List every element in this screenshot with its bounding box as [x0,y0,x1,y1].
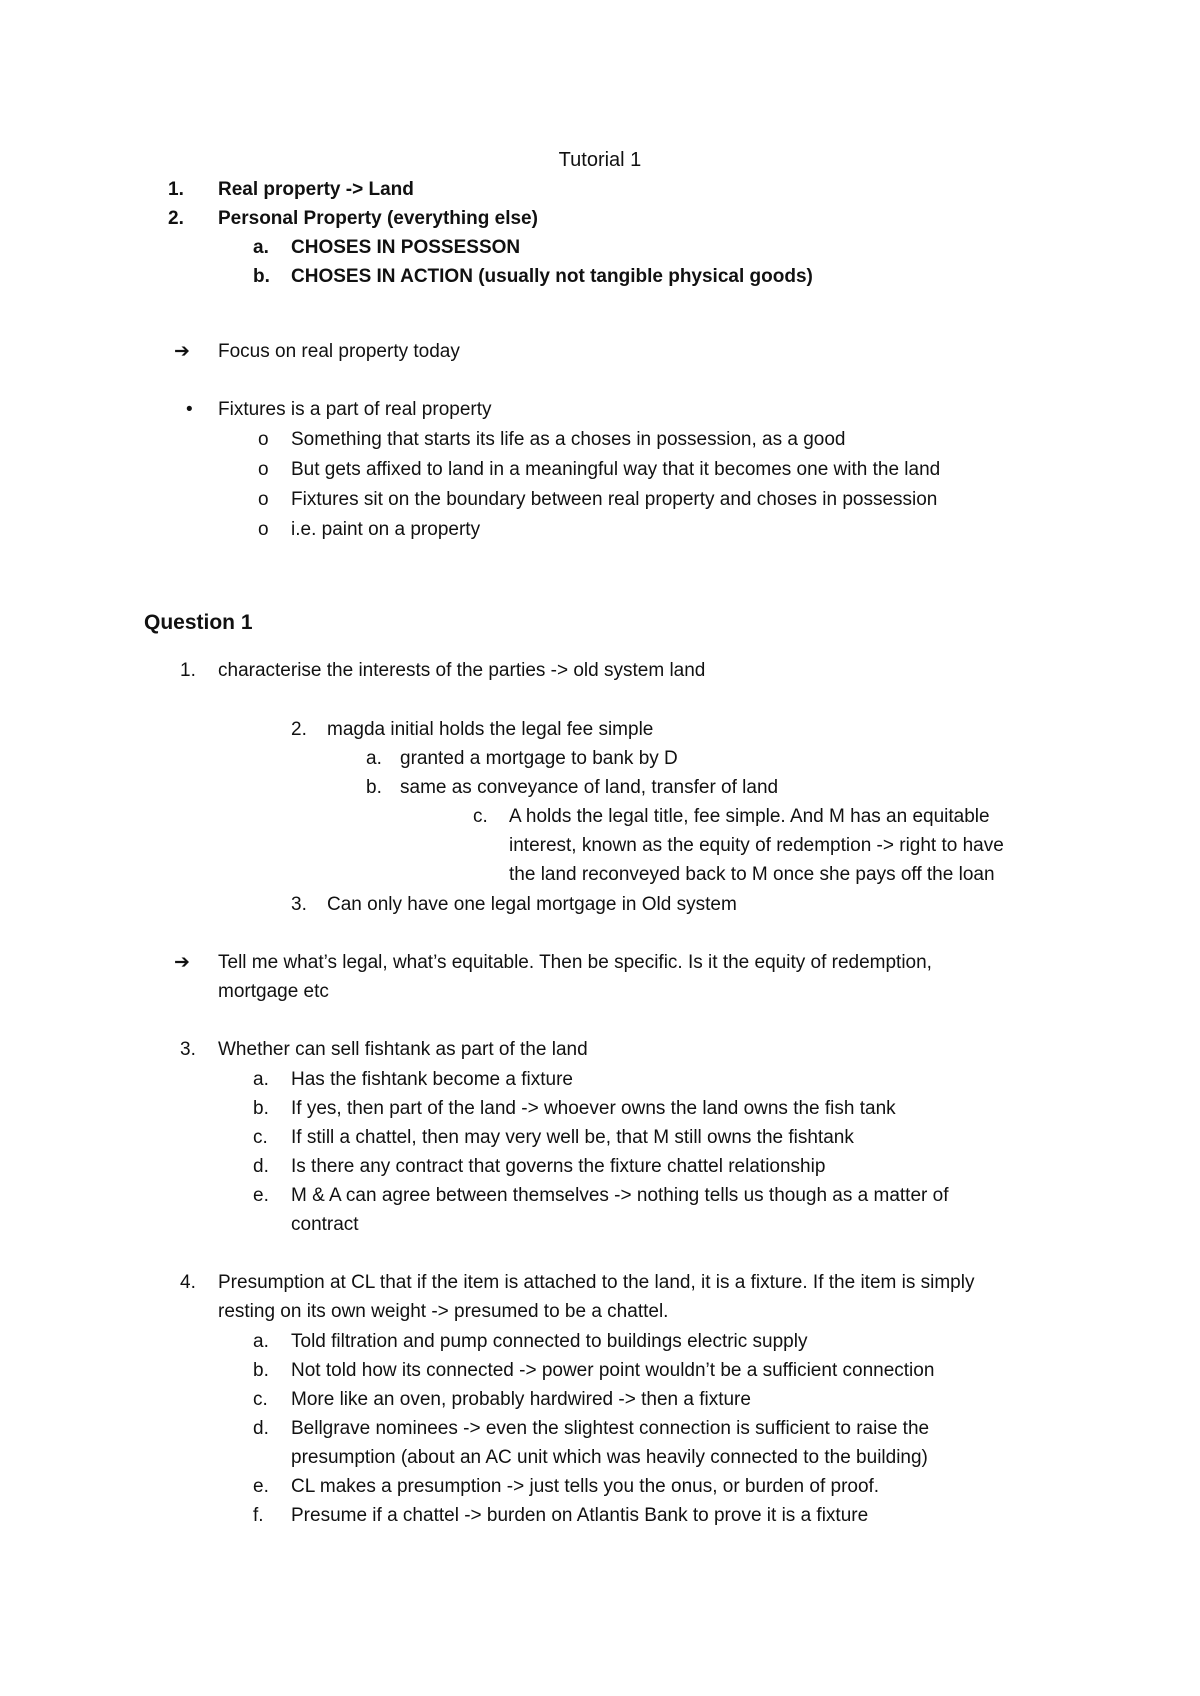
fixtures-sub: But gets affixed to land in a meaningful way that it becomes one with the land [291,459,941,480]
list-marker: a. [253,237,269,258]
list-marker: c. [253,1389,268,1410]
list-marker: a. [253,1069,269,1090]
list-marker: b. [253,1360,269,1381]
fixtures-main: Fixtures is a part of real property [218,399,492,420]
list-item: If yes, then part of the land -> whoever owns the land owns the fish tank [291,1098,896,1119]
fixtures-sub: Something that starts its life as a choses in possession, as a good [291,429,846,450]
list-item: CHOSES IN ACTION (usually not tangible physical goods) [291,266,813,287]
list-item-line: contract [291,1214,359,1235]
question-heading: Question 1 [144,611,253,634]
list-marker: 1. [180,660,196,681]
list-marker: b. [253,1098,269,1119]
list-item: CL makes a presumption -> just tells you the onus, or burden of proof. [291,1476,880,1497]
list-marker: 2. [291,719,307,740]
arrow-icon: ➔ [174,341,190,362]
list-item: If still a chattel, then may very well be, that M still owns the fishtank [291,1127,854,1148]
list-marker: 2. [168,208,184,229]
sub-bullet-icon: o [258,429,269,450]
list-item: Has the fishtank become a fixture [291,1069,573,1090]
list-marker: 1. [168,179,184,200]
fixtures-sub: Fixtures sit on the boundary between real property and choses in possession [291,489,938,510]
list-item: Presume if a chattel -> burden on Atlantis Bank to prove it is a fixture [291,1505,869,1526]
sub-bullet-icon: o [258,489,269,510]
list-marker: d. [253,1418,269,1439]
list-item: More like an oven, probably hardwired -> then a fixture [291,1389,751,1410]
list-item: M & A can agree between themselves -> nothing tells us though as a matter of [291,1185,949,1206]
bullet-icon: • [186,399,193,420]
list-item: Whether can sell fishtank as part of the land [218,1039,588,1060]
list-item: granted a mortgage to bank by D [400,748,678,769]
sub-bullet-icon: o [258,459,269,480]
list-marker: f. [253,1505,264,1526]
list-item: Told filtration and pump connected to buildings electric supply [291,1331,808,1352]
arrow-icon: ➔ [174,952,190,973]
list-marker: e. [253,1185,269,1206]
list-item-line: resting on its own weight -> presumed to be a chattel. [218,1301,669,1322]
list-marker: a. [253,1331,269,1352]
list-item: Bellgrave nominees -> even the slightest connection is sufficient to raise the [291,1418,930,1439]
list-item: Can only have one legal mortgage in Old system [327,894,737,915]
list-marker: a. [366,748,382,769]
list-item: Personal Property (everything else) [218,208,538,229]
list-marker: b. [366,777,382,798]
list-item: Is there any contract that governs the fixture chattel relationship [291,1156,826,1177]
list-item-line: the land reconveyed back to M once she pays off the loan [509,864,995,885]
list-item: magda initial holds the legal fee simple [327,719,654,740]
sub-bullet-icon: o [258,519,269,540]
list-item-line: A holds the legal title, fee simple. And M has an equitable [509,806,990,827]
focus-note: Focus on real property today [218,341,460,362]
list-marker: e. [253,1476,269,1497]
list-item: CHOSES IN POSSESSON [291,237,521,258]
list-marker: b. [253,266,270,287]
note-line: Tell me what’s legal, what’s equitable. Then be specific. Is it the equity of redemption, [218,952,932,973]
list-marker: 3. [180,1039,196,1060]
list-marker: 4. [180,1272,196,1293]
list-item-line: interest, known as the equity of redemption -> right to have [509,835,1004,856]
list-marker: d. [253,1156,269,1177]
list-item: Real property -> Land [218,179,414,200]
fixtures-sub: i.e. paint on a property [291,519,481,540]
list-item: Not told how its connected -> power point wouldn’t be a sufficient connection [291,1360,935,1381]
list-marker: c. [253,1127,268,1148]
list-marker: c. [473,806,488,827]
list-marker: 3. [291,894,307,915]
page-title: Tutorial 1 [558,149,642,171]
list-item: characterise the interests of the parties -> old system land [218,660,706,681]
list-item-line: presumption (about an AC unit which was heavily connected to the building) [291,1447,928,1468]
list-item: same as conveyance of land, transfer of land [400,777,779,798]
list-item: Presumption at CL that if the item is attached to the land, it is a fixture. If the item is simply [218,1272,975,1293]
note-line: mortgage etc [218,981,329,1002]
